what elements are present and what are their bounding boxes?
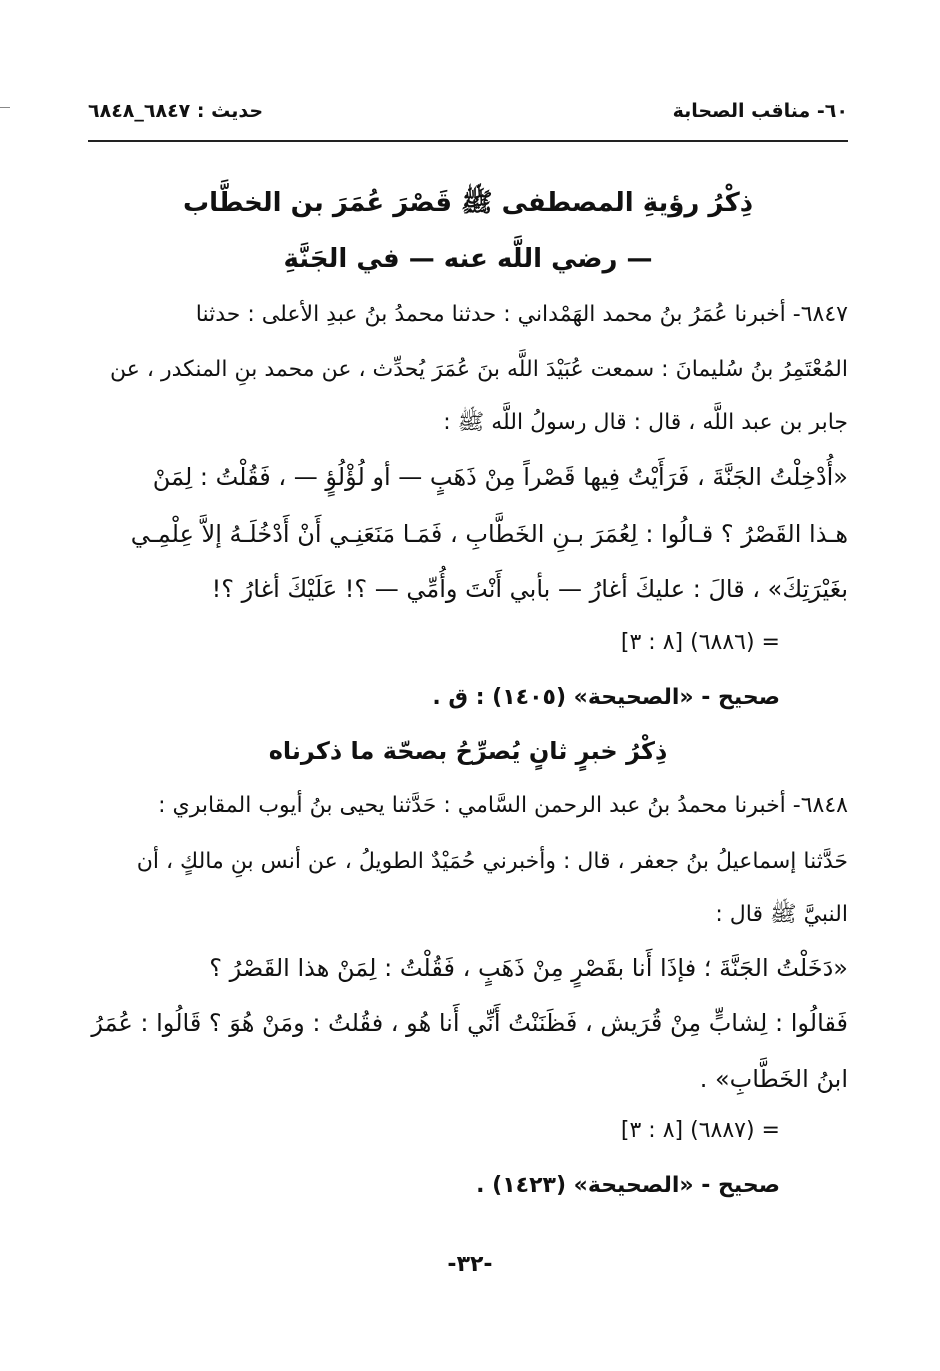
section-heading-2: ذِكْرُ خبرٍ ثانٍ يُصرِّحُ بصحّة ما ذكرناه: [268, 737, 668, 765]
hadith-6848-isnad-line-2: حَدَّثنا إسماعيلُ بنُ جعفر ، قال : وأخبرني حُمَيْدٌ الطويلُ ، عن أنس بنِ مالكٍ ، أن: [136, 849, 848, 874]
hadith-6848-matn-line-2: فَقالُوا : لِشابٍّ مِنْ قُرَيش ، فَظَنَنْتُ أَنِّي أَنا هُو ، فقُلتُ : ومَنْ هُوَ ؟ قَالُوا : عُمَرُ: [91, 1009, 848, 1037]
hadith-6847-cross-reference: = (٦٨٨٦) [٨ : ٣]: [620, 630, 780, 655]
running-header: [88, 100, 848, 130]
hadith-6847-isnad-line-3: جابر بن عبد اللَّه ، قال : قال رسولُ اللَّه ﷺ :: [443, 410, 848, 435]
hadith-6847-isnad-line-1: ٦٨٤٧- أخبرنا عُمَرُ بنُ محمد الهَمْداني : حدثنا محمدُ بنُ عبدِ الأعلى : حدثنا: [195, 302, 848, 327]
hadith-6848-grading: صحيح - «الصحيحة» (١٤٢٣) .: [476, 1173, 780, 1198]
hadith-6848-isnad-line-1: ٦٨٤٨- أخبرنا محمدُ بنُ عبد الرحمن السَّامي : حَدَّثنا يحيى بنُ أيوب المقابري :: [158, 793, 848, 818]
scan-edge-mark: [0, 107, 10, 108]
hadith-6847-grading: صحيح - «الصحيحة» (١٤٠٥) : ق .: [432, 685, 780, 710]
page-number: -٣٢-: [447, 1252, 493, 1277]
header-rule: [88, 140, 848, 142]
chapter-heading-line-2: — رضي اللَّه عنه — في الجَنَّةِ: [283, 244, 653, 274]
hadith-range: حديث : ٦٨٤٧_٦٨٤٨: [88, 100, 264, 122]
hadith-6848-isnad-line-3: النبيَّ ﷺ قال :: [715, 902, 848, 927]
chapter-heading-line-1: ذِكْرُ رؤيةِ المصطفى ﷺ قَصْرَ عُمَرَ بن الخطَّاب: [182, 188, 754, 218]
hadith-6848-matn-line-1: «دَخَلْتُ الجَنَّةَ ؛ فإذَا أَنا بقَصْرٍ مِنْ ذَهَبٍ ، فَقُلْتُ : لِمَنْ هذا القَصْرُ ؟: [209, 954, 848, 982]
hadith-6848-cross-reference: = (٦٨٨٧) [٨ : ٣]: [620, 1118, 780, 1143]
section-title: ٦٠- مناقب الصحابة: [672, 100, 848, 122]
hadith-6847-matn-line-3: بغَيْرَتِكَ» ، قالَ : عليكَ أغارُ — بأبي أَنْتَ وأُمِّي — ؟! عَلَيْكَ أغارُ ؟!: [211, 575, 848, 603]
hadith-6847-matn-line-2: هـذا القَصْرُ ؟ قـالُوا : لِعُمَرَ بـنِ الخَطَّابِ ، فَمَـا مَنَعَنِـي أَنْ أَدْخُلَـهُ إلاَّ عِلْمِـي: [130, 520, 848, 548]
hadith-6847-matn-line-1: «أُدْخِلْتُ الجَنَّةَ ، فَرَأَيْتُ فِيها قَصْراً مِنْ ذَهَبٍ — أو لُؤْلُؤٍ — ، فَقُلْتُ : لِمَنْ: [152, 463, 848, 491]
hadith-6847-isnad-line-2: المُعْتَمِرُ بنُ سُليمانَ : سمعت عُبَيْدَ اللَّه بنَ عُمَرَ يُحدِّث ، عن محمد بنِ المنكدر ، عن: [110, 357, 848, 382]
hadith-6848-matn-line-3: ابنُ الخَطَّابِ» .: [699, 1065, 848, 1093]
